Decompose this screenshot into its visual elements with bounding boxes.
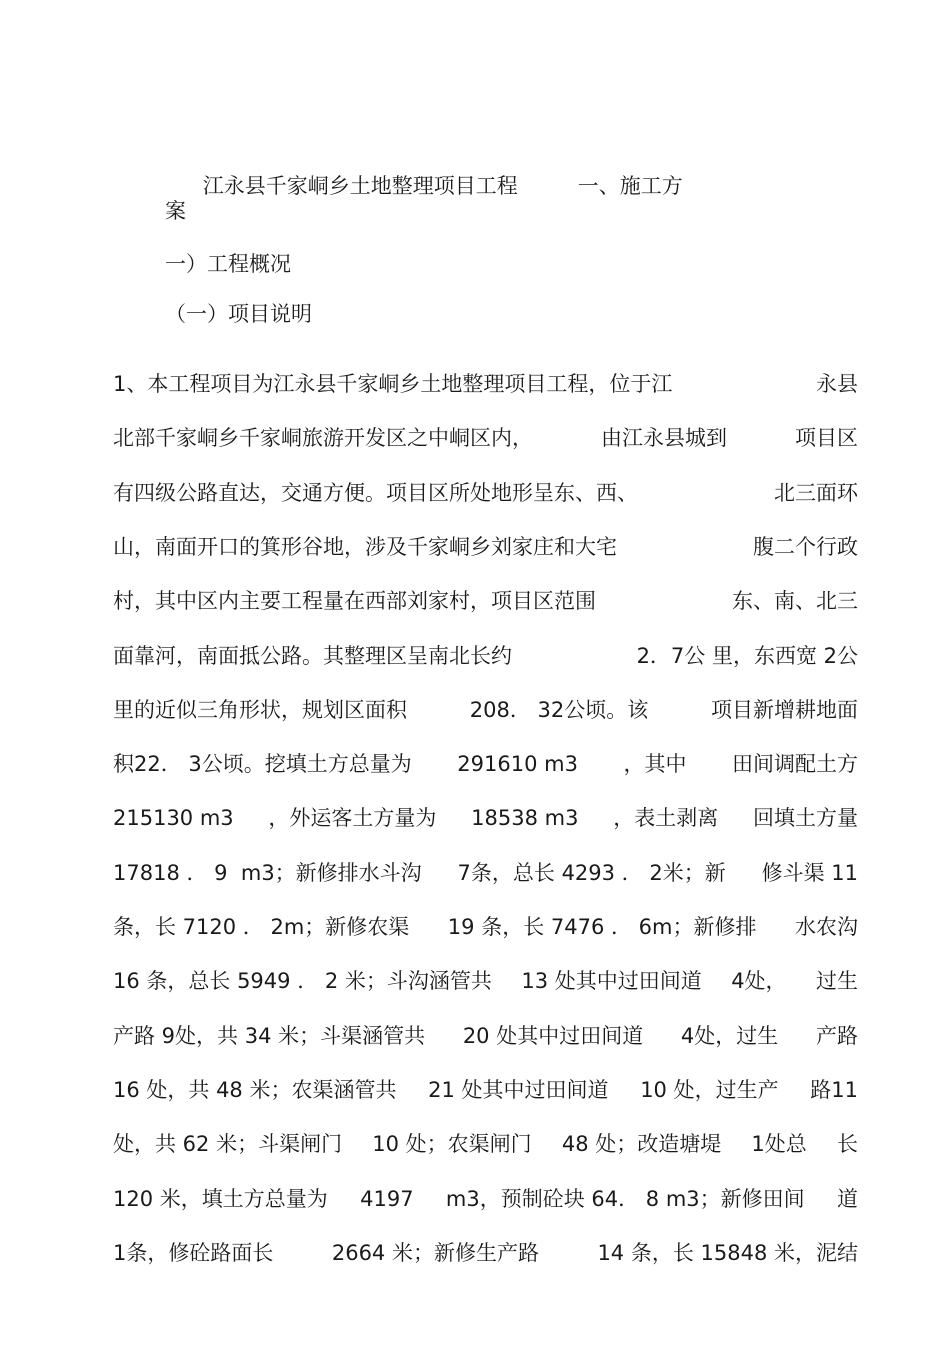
paragraph-text-segment: 7条，总长 4293 ． 2米；新 <box>457 860 726 885</box>
paragraph-text-segment: 16 条，总长 5949 ． 2 米；斗沟涵管共 <box>113 969 492 994</box>
paragraph-line <box>113 479 858 507</box>
paragraph-text-segment: 田间调配土方 <box>731 752 858 777</box>
paragraph-text-segment: 208． 32公顷。该 <box>469 697 649 722</box>
paragraph-text-segment: ，其中 <box>623 752 687 777</box>
subsection-heading: （一）项目说明 <box>165 302 312 326</box>
section-heading: 一）工程概况 <box>165 252 291 276</box>
paragraph-text-segment: 有四级公路直达，交通方便。项目区所处地形呈东、西、 <box>113 480 638 505</box>
paragraph-text-segment: 20 处其中过田间道 <box>462 1023 644 1048</box>
paragraph-text-segment: m3，预制砼块 64． 8 m3；新修田间 <box>445 1186 805 1211</box>
paragraph-text-segment: 4197 <box>360 1186 414 1211</box>
paragraph-line <box>113 1130 858 1158</box>
paragraph-text-segment: 2664 米；新修生产路 <box>331 1240 539 1265</box>
paragraph-text-segment: 修斗渠 11 <box>761 860 858 885</box>
paragraph-text-segment: 10 处；农渠闸门 <box>372 1132 532 1157</box>
paragraph-text-segment: 120 米，填土方总量为 <box>113 1186 328 1211</box>
paragraph-text-segment: 2．7公 里，东西宽 2公 <box>636 643 858 668</box>
paragraph-line <box>113 533 858 561</box>
paragraph-line <box>113 1239 858 1267</box>
paragraph-text-segment: 18538 m3 <box>471 806 579 831</box>
paragraph-text-segment: 16 处，共 48 米；农渠涵管共 <box>113 1077 397 1102</box>
paragraph-text-segment: 48 处；改造塘堤 <box>561 1132 722 1157</box>
paragraph-line <box>113 859 858 887</box>
paragraph-text-segment: ，外运客土方量为 <box>268 806 437 831</box>
paragraph-text-segment: 里的近似三角形状，规划区面积 <box>113 697 407 722</box>
document-title-part-a: 江永县千家峒乡土地整理项目工程 <box>202 174 518 198</box>
paragraph-text-segment: 处，共 62 米；斗渠闸门 <box>113 1132 343 1157</box>
paragraph-text-segment: 19 条，长 7476 ． 6m；新修排 <box>447 915 757 939</box>
paragraph-text-segment: 水农沟 <box>794 915 858 939</box>
paragraph-line <box>113 1022 858 1050</box>
paragraph-text-segment: 17818 ． 9 m3；新修排水斗沟 <box>113 860 422 885</box>
paragraph-text-segment: 1、本工程项目为江永县千家峒乡土地整理项目工程，位于江 <box>113 372 673 396</box>
paragraph-text-segment: 回填土方量 <box>752 806 858 831</box>
paragraph-line <box>113 750 858 778</box>
paragraph-text-segment: 长 <box>836 1132 858 1157</box>
paragraph-line <box>113 424 858 452</box>
document-title-line-1 <box>176 144 683 228</box>
paragraph-line <box>113 967 858 995</box>
document-title-part-b: 一、施工方 <box>577 174 683 198</box>
paragraph-text-segment: 4处，过生 <box>680 1023 779 1048</box>
paragraph-text-segment: 项目新增耕地面 <box>710 697 858 722</box>
paragraph-line <box>113 370 858 398</box>
paragraph-text-segment: 13 处其中过田间道 <box>521 969 702 994</box>
paragraph-text-segment: ，表土剥离 <box>613 806 719 831</box>
paragraph-text-segment: 北部千家峒乡千家峒旅游开发区之中峒区内， <box>113 426 533 451</box>
paragraph-text-segment: 面靠河，南面抵公路。其整理区呈南北长约 <box>113 643 512 668</box>
paragraph-text-segment: 腹二个行政 <box>753 534 858 559</box>
paragraph-text-segment: 积22． 3公顷。挖填土方总量为 <box>113 752 412 777</box>
paragraph-text-segment: 路11 <box>810 1077 858 1102</box>
paragraph-line <box>113 696 858 724</box>
paragraph-line <box>113 1185 858 1213</box>
paragraph-text-segment: 215130 m3 <box>113 806 234 831</box>
paragraph-text-segment: 永县 <box>816 372 858 396</box>
paragraph-text-segment: 21 处其中过田间道 <box>428 1077 609 1102</box>
paragraph-text-segment: 14 条，长 15848 米，泥结 <box>597 1240 858 1265</box>
paragraph-text-segment: 10 处，过生产 <box>640 1077 779 1102</box>
paragraph-text-segment: 北三面环 <box>774 480 858 505</box>
paragraph-text-segment: 条，长 7120 ． 2m；新修农渠 <box>113 915 410 939</box>
paragraph-line <box>113 913 858 941</box>
paragraph-text-segment: 村，其中区内主要工程量在西部刘家村，项目区范围 <box>113 589 596 614</box>
paragraph-line <box>113 1076 858 1104</box>
paragraph-text-segment: 291610 m3 <box>457 752 578 777</box>
paragraph-text-segment: 1处总 <box>751 1132 807 1157</box>
paragraph-text-segment: 项目区 <box>795 426 858 451</box>
document-title-line-2: 案 <box>165 199 186 223</box>
paragraph-text-segment: 东、南、北三 <box>732 589 858 614</box>
paragraph-text-segment: 产路 9处，共 34 米；斗渠涵管共 <box>113 1023 426 1048</box>
paragraph-text-segment: 道 <box>837 1186 858 1211</box>
paragraph-line <box>113 587 858 615</box>
paragraph-line <box>113 804 858 832</box>
paragraph-text-segment: 由江永县城到 <box>601 426 727 451</box>
paragraph-text-segment: 4处， <box>731 969 787 994</box>
paragraph-text-segment: 山，南面开口的箕形谷地，涉及千家峒乡刘家庄和大宅 <box>113 534 617 559</box>
paragraph-text-segment: 1条，修砼路面长 <box>113 1240 274 1265</box>
paragraph-text-segment: 过生 <box>816 969 858 994</box>
paragraph-line <box>113 642 858 670</box>
paragraph-text-segment: 产路 <box>816 1023 858 1048</box>
